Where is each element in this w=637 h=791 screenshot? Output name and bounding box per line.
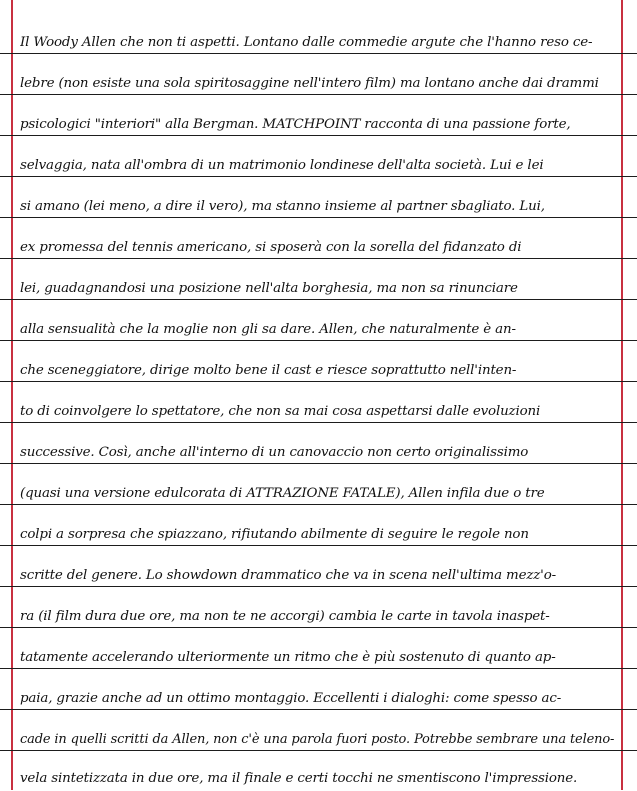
handwritten-line-3: psicologici "interiori" alla Bergman. MATCHPOINT racconta di una passione forte,	[20, 117, 571, 132]
handwritten-line-6: ex promessa del tennis americano, si sposerà con la sorella del fidanzato di	[20, 240, 522, 255]
handwritten-line-18: cade in quelli scritti da Allen, non c'è una parola fuori posto. Potrebbe sembrare una teleno-	[20, 732, 615, 747]
handwritten-line-7: lei, guadagnandosi una posizione nell'alta borghesia, ma non sa rinunciare	[20, 281, 518, 296]
handwritten-line-11: successive. Così, anche all'interno di un canovaccio non certo originalissimo	[20, 445, 529, 460]
handwritten-line-8: alla sensualità che la moglie non gli sa dare. Allen, che naturalmente è an-	[20, 322, 516, 337]
handwritten-line-9: che sceneggiatore, dirige molto bene il cast e riesce soprattutto nell'inten-	[20, 363, 517, 378]
handwritten-line-19: vela sintetizzata in due ore, ma il finale e certi tocchi ne smentiscono l'impressione.	[20, 771, 578, 786]
handwritten-line-10: to di coinvolgere lo spettatore, che non sa mai cosa aspettarsi dalle evoluzioni	[20, 404, 541, 419]
handwritten-line-12: (quasi una versione edulcorata di ATTRAZIONE FATALE), Allen infila due o tre	[20, 486, 545, 501]
left-margin-line	[11, 0, 13, 790]
handwritten-line-2: lebre (non esiste una sola spiritosaggine nell'intero film) ma lontano anche dai drammi	[20, 76, 599, 91]
handwritten-line-4: selvaggia, nata all'ombra di un matrimonio londinese dell'alta società. Lui e lei	[20, 158, 544, 173]
handwritten-line-16: tatamente accelerando ulteriormente un ritmo che è più sostenuto di quanto ap-	[20, 650, 556, 665]
handwritten-line-17: paia, grazie anche ad un ottimo montaggio. Eccellenti i dialoghi: come spesso ac-	[20, 691, 562, 706]
handwritten-line-1: Il Woody Allen che non ti aspetti. Lontano dalle commedie argute che l'hanno reso ce-	[20, 35, 593, 50]
handwritten-line-13: colpi a sorpresa che spiazzano, rifiutando abilmente di seguire le regole non	[20, 527, 529, 542]
handwritten-line-5: si amano (lei meno, a dire il vero), ma stanno insieme al partner sbagliato. Lui,	[20, 199, 545, 214]
handwritten-line-15: ra (il film dura due ore, ma non te ne accorgi) cambia le carte in tavola inaspet-	[20, 609, 550, 624]
handwritten-line-14: scritte del genere. Lo showdown drammatico che va in scena nell'ultima mezz'o-	[20, 568, 556, 583]
right-margin-line	[621, 0, 623, 790]
